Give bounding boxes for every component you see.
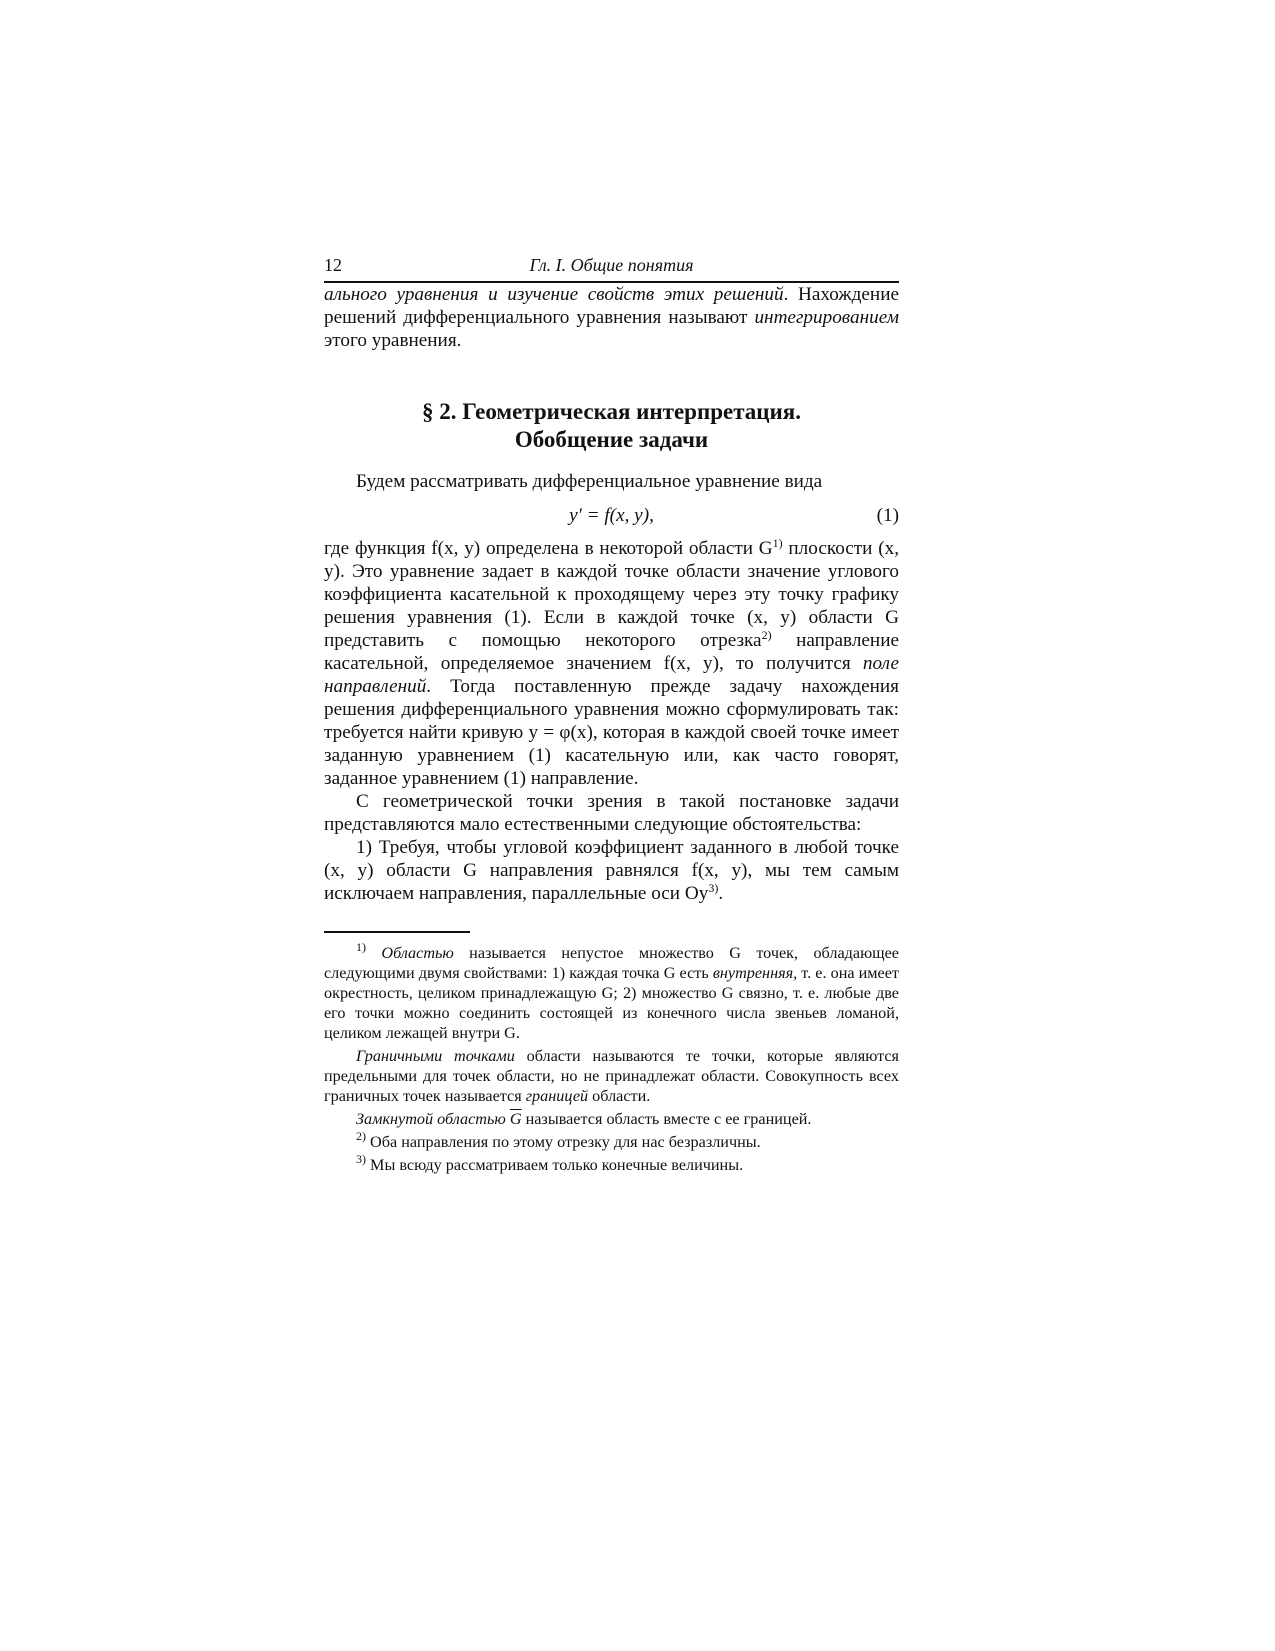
footnote-3: [324, 1152, 899, 1175]
chapter-title: Гл. I. Общие понятия: [529, 255, 694, 275]
closed-symbol: $\overline{G}$: [509, 1110, 522, 1128]
main-paragraph-part-4: . Тогда поставленную прежде задачу нахождения решения дифференциального уравнения можно сформулировать так: требуется найти кривую y = φ(x), которая в каждой своей точке имеет заданную уравнением (1) касательную или, как часто говорят, заданное уравнением (1) направление.: [324, 676, 899, 789]
footnote-1: [324, 940, 899, 1043]
footnote-1-term-2: внутренняя: [712, 964, 794, 982]
section-heading-line-1: § 2. Геометрическая интерпретация.: [422, 399, 801, 424]
opening-paragraph: [324, 283, 899, 352]
boundary-term-1: Граничными точками: [356, 1047, 515, 1065]
footnote-2-mark: 2): [356, 1129, 366, 1143]
footnote-mark-1[interactable]: 1): [772, 536, 783, 550]
opening-italic-phrase: ального уравнения и изучение свойств этих решений: [324, 284, 784, 305]
book-page: [324, 255, 899, 1178]
item-1-end: .: [718, 883, 724, 904]
footnote-1-mark: 1): [356, 940, 366, 954]
geometric-paragraph: С геометрической точки зрения в такой постановке задачи представляются мало естественными следующие обстоятельства:: [324, 791, 899, 835]
footnote-mark-2[interactable]: 2): [761, 628, 772, 642]
main-paragraph-part-2: плоскости (x, y). Это уравнение задает в каждой точке области значение углового коэффициента касательной к проходящему через эту точку графику решения уравнения (1). Если в каждой точке (x, y) области G представить с помощью некоторого отрезка: [324, 538, 899, 651]
main-paragraph-part-1: где функция f(x, y) определена в некоторой области G: [324, 538, 773, 559]
footnote-divider: [324, 931, 470, 933]
footnote-mark-3[interactable]: 3): [708, 881, 719, 895]
section-heading: [324, 398, 899, 454]
footnote-1-text-2: , т. е. она имеет окрестность, целиком принадлежащую G; 2) множество G связно, т. е. любые две его точки можно соединить состоящей из конечного числа звеньев ломаной, целиком лежащей внутри G.: [324, 964, 899, 1042]
equation-number: (1): [876, 505, 899, 526]
opening-text-1: . Нахождение решений дифференциального уравнения называют: [324, 284, 899, 328]
body-text: [324, 283, 899, 905]
closed-term: Замкнутой областью: [356, 1110, 506, 1128]
main-paragraph: [324, 537, 899, 790]
item-1-paragraph: [324, 836, 899, 905]
equation-formula: y′ = f(x, y),: [569, 505, 654, 526]
boundary-term-2: границей: [525, 1087, 589, 1105]
boundary-text-2: области.: [588, 1087, 651, 1105]
equation-1: [324, 499, 899, 533]
main-paragraph-italic-term: поле направлений: [324, 653, 899, 697]
footnote-2: [324, 1129, 899, 1152]
opening-text-2: этого уравнения.: [324, 330, 462, 351]
footnote-3-text: Мы всюду рассматриваем только конечные величины.: [366, 1156, 744, 1174]
footnote-1-text-1: называется непустое множество G точек, обладающее следующими двумя свойствами: 1) каждая точка G есть: [324, 944, 899, 982]
closed-text: называется область вместе с ее границей.: [521, 1110, 812, 1128]
footnotes: [324, 940, 899, 1175]
section-heading-line-2: Обобщение задачи: [514, 427, 709, 452]
footnote-2-text: Оба направления по этому отрезку для нас безразличны.: [366, 1133, 761, 1151]
footnote-3-mark: 3): [356, 1152, 366, 1166]
footnote-1-closed: [324, 1109, 899, 1129]
opening-italic-term: интегрированием: [754, 307, 899, 328]
lead-sentence: Будем рассматривать дифференциальное уравнение вида: [356, 471, 823, 492]
boundary-text-1: области называются те точки, которые являются предельными для точек области, но не принадлежат области. Совокупность всех граничных точек называется: [324, 1047, 899, 1105]
running-head: [324, 255, 899, 283]
item-1-text: 1) Требуя, чтобы угловой коэффициент заданного в любой точке (x, y) области G направления равнялся f(x, y), мы тем самым исключаем направления, параллельные оси Oy: [324, 837, 899, 904]
page-number: 12: [324, 255, 342, 275]
footnote-1-term-1: Областью: [381, 944, 454, 962]
main-paragraph-part-3: направление касательной, определяемое значением f(x, y), то получится: [324, 630, 899, 674]
footnote-1-boundary: [324, 1046, 899, 1106]
